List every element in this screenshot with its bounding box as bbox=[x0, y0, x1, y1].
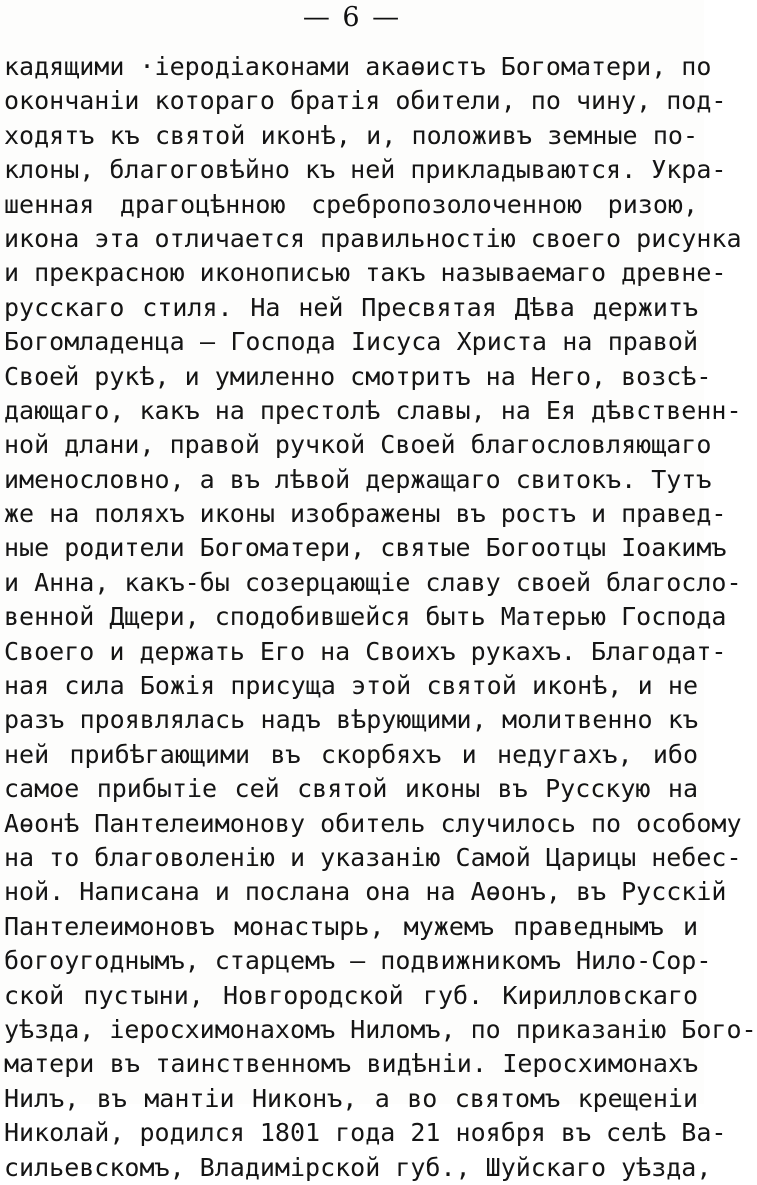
body-text bbox=[4, 50, 757, 1185]
text-line: ной длани, правой ручкой Своей благословляющаго bbox=[4, 430, 712, 460]
text-line: разъ проявлялась надъ вѣрующими, молитвенно къ bbox=[4, 705, 698, 735]
text-line: Богомладенца — Господа Іисуса Христа на правой bbox=[4, 327, 698, 357]
text-line: ской пустыни, Новгородской губ. Кирилловскаго bbox=[4, 980, 698, 1010]
text-line: богоугоднымъ, старцемъ — подвижникомъ Нило-Сор- bbox=[4, 946, 712, 976]
text-line: и прекрасною иконописью такъ называемаго древне- bbox=[4, 258, 727, 288]
text-line: икона эта отличается правильностію своего рисунка bbox=[4, 223, 742, 253]
text-line: Своего и держать Его на Своихъ рукахъ. Благодат- bbox=[4, 636, 727, 666]
page-number: — 6 — bbox=[302, 2, 402, 33]
text-line: самое прибытіе сей святой иконы въ Русскую на bbox=[4, 774, 698, 804]
text-line: ходятъ къ святой иконѣ, и, положивъ земные по- bbox=[4, 120, 698, 150]
text-line: русскаго стиля. На ней Пресвятая Дѣва держитъ bbox=[4, 292, 698, 322]
text-line: Нилъ, въ мантіи Никонъ, а во святомъ крещеніи bbox=[4, 1083, 698, 1113]
text-line: сильевскомъ, Владимірской губ., Шуйскаго уѣзда, bbox=[4, 1152, 712, 1182]
text-line: уѣзда, іеросхимонахомъ Ниломъ, по приказанію Бого- bbox=[4, 1014, 757, 1044]
text-line: Пантелеимоновъ монастырь, мужемъ праведнымъ и bbox=[4, 911, 698, 941]
text-line: матери въ таинственномъ видѣніи. Іеросхимонахъ bbox=[4, 1049, 698, 1079]
text-line: именословно, а въ лѣвой держащаго свитокъ. Тутъ bbox=[4, 464, 712, 494]
text-line: же на поляхъ иконы изображены въ ростъ и правед- bbox=[4, 499, 727, 529]
text-line: дающаго, какъ на престолѣ славы, на Ея дѣвственн- bbox=[4, 395, 742, 425]
text-line: ная сила Божія присуща этой святой иконѣ, и не bbox=[4, 671, 698, 701]
text-line: Своей рукѣ, и умиленно смотритъ на Него, возсѣ- bbox=[4, 361, 712, 391]
text-line: ней прибѣгающими въ скорбяхъ и недугахъ, ибо bbox=[4, 739, 698, 769]
text-line: клоны, благоговѣйно къ ней прикладываются. Укра- bbox=[4, 155, 727, 185]
text-line: ные родители Богоматери, святые Богоотцы Іоакимъ bbox=[4, 533, 727, 563]
text-line: шенная драгоцѣнною сребропозолоченною ризою, bbox=[4, 189, 698, 219]
text-line: и Анна, какъ-бы созерцающіе славу своей благосло- bbox=[4, 567, 742, 597]
text-line: венной Дщери, сподобившейся быть Матерью Господа bbox=[4, 602, 727, 632]
text-line: кадящими ·іеродіаконами акаѳистъ Богоматери, по bbox=[4, 52, 712, 81]
text-line: Аѳонѣ Пантелеимонову обитель случилось по особому bbox=[4, 808, 742, 838]
text-line: Николай, родился 1801 года 21 ноября въ селѣ Ва- bbox=[4, 1118, 727, 1148]
text-line: окончаніи котораго братія обители, по чину, под- bbox=[4, 86, 727, 116]
text-line: на то благоволенію и указанію Самой Царицы небес- bbox=[4, 842, 742, 872]
text-line: ной. Написана и послана она на Аѳонъ, въ Русскій bbox=[4, 877, 727, 907]
